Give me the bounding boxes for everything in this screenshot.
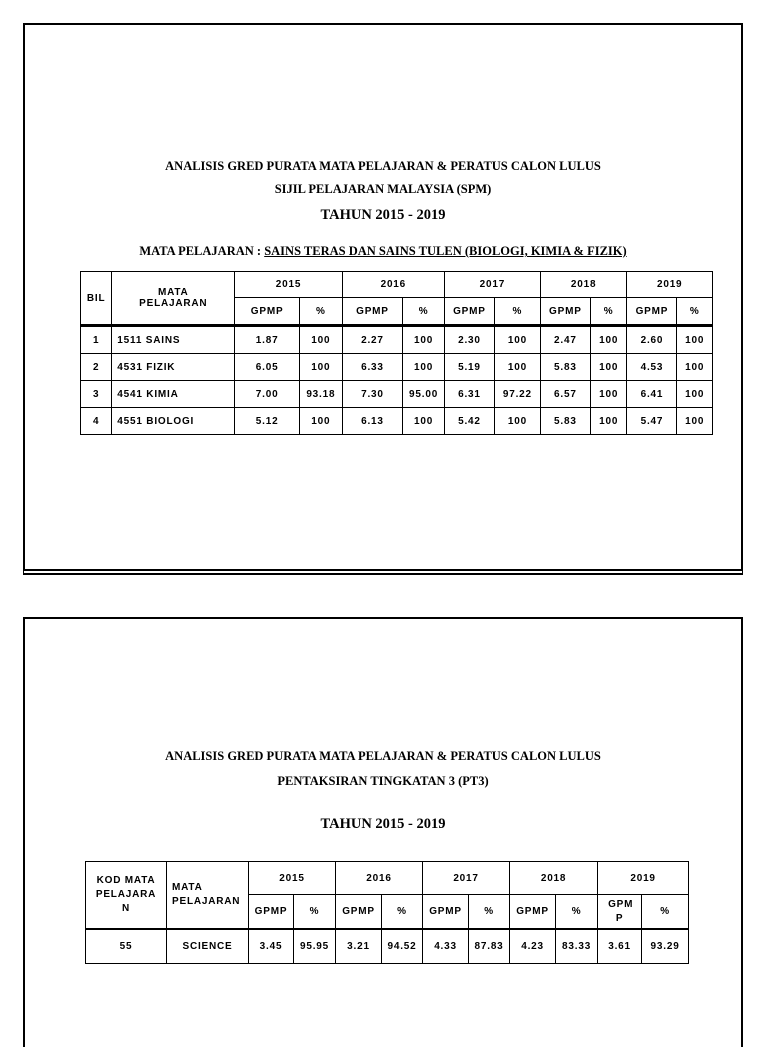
row-subject: 4531 FIZIK xyxy=(112,354,235,381)
pt3-col-pct: % xyxy=(294,895,336,930)
cell-gpmp: 5.42 xyxy=(444,408,494,435)
cell-gpmp: 5.83 xyxy=(540,408,590,435)
spm-col-year: 2018 xyxy=(540,272,627,298)
pt3-col-gpmp: GPMP xyxy=(249,895,294,930)
pt3-col-year: 2015 xyxy=(249,862,336,895)
pt3-col-subject: MATA PELAJARAN xyxy=(167,862,249,930)
cell-gpmp: 4.23 xyxy=(510,929,556,964)
spm-col-pct: % xyxy=(494,298,540,326)
pt3-col-year: 2016 xyxy=(336,862,423,895)
spm-col-year: 2016 xyxy=(342,272,444,298)
row-subject: 4551 BIOLOGI xyxy=(112,408,235,435)
table-row xyxy=(81,381,713,408)
spm-col-gpmp: GPMP xyxy=(342,298,402,326)
cell-pct: 100 xyxy=(590,381,627,408)
cell-pct: 100 xyxy=(403,408,445,435)
cell-gpmp: 2.30 xyxy=(444,326,494,354)
spm-page xyxy=(23,23,743,571)
cell-pct: 95.00 xyxy=(403,381,445,408)
pt3-col-pct: % xyxy=(642,895,689,930)
spm-title-line1: ANALISIS GRED PURATA MATA PELAJARAN & PERATUS CALON LULUS xyxy=(165,159,601,173)
pt3-year-range: TAHUN 2015 - 2019 xyxy=(320,816,446,832)
table-row xyxy=(81,326,713,354)
spm-year-range: TAHUN 2015 - 2019 xyxy=(320,207,446,223)
pt3-page xyxy=(23,617,743,1047)
spm-col-gpmp: GPMP xyxy=(540,298,590,326)
pt3-col-code: KOD MATA PELAJARA N xyxy=(86,862,167,930)
spm-subject-line xyxy=(25,244,741,259)
cell-gpmp: 2.47 xyxy=(540,326,590,354)
pt3-col-year: 2018 xyxy=(510,862,598,895)
cell-pct: 100 xyxy=(677,381,713,408)
cell-pct: 100 xyxy=(299,408,342,435)
row-subject: SCIENCE xyxy=(167,929,249,964)
pt3-col-gpmp: GPMP xyxy=(510,895,556,930)
spm-col-year: 2017 xyxy=(444,272,540,298)
spm-col-gpmp: GPMP xyxy=(235,298,300,326)
cell-gpmp: 7.30 xyxy=(342,381,402,408)
cell-pct: 100 xyxy=(494,354,540,381)
cell-pct: 100 xyxy=(677,354,713,381)
pt3-col-year: 2019 xyxy=(598,862,689,895)
cell-pct: 100 xyxy=(590,354,627,381)
spm-col-gpmp: GPMP xyxy=(444,298,494,326)
cell-pct: 95.95 xyxy=(294,929,336,964)
cell-pct: 100 xyxy=(494,408,540,435)
pt3-col-year: 2017 xyxy=(423,862,510,895)
cell-gpmp: 5.47 xyxy=(627,408,677,435)
cell-gpmp: 3.21 xyxy=(336,929,382,964)
spm-col-year: 2015 xyxy=(235,272,342,298)
spm-title-line2: SIJIL PELAJARAN MALAYSIA (SPM) xyxy=(274,182,492,196)
cell-gpmp: 1.87 xyxy=(235,326,300,354)
pt3-col-gpmp: GPMP xyxy=(336,895,382,930)
cell-gpmp: 2.60 xyxy=(627,326,677,354)
row-subject: 1511 SAINS xyxy=(112,326,235,354)
pt3-results-table xyxy=(85,861,689,964)
spm-col-pct: % xyxy=(677,298,713,326)
cell-pct: 100 xyxy=(403,354,445,381)
pt3-col-gpmp: GPM P xyxy=(598,895,642,930)
cell-gpmp: 2.27 xyxy=(342,326,402,354)
cell-pct: 100 xyxy=(494,326,540,354)
cell-gpmp: 4.53 xyxy=(627,354,677,381)
cell-pct: 100 xyxy=(299,326,342,354)
cell-gpmp: 4.33 xyxy=(423,929,469,964)
cell-pct: 100 xyxy=(590,326,627,354)
cell-pct: 100 xyxy=(677,408,713,435)
row-bil: 3 xyxy=(81,381,112,408)
spm-results-table xyxy=(80,271,713,435)
cell-gpmp: 6.41 xyxy=(627,381,677,408)
cell-gpmp: 5.83 xyxy=(540,354,590,381)
cell-gpmp: 6.57 xyxy=(540,381,590,408)
spm-col-subject: MATA PELAJARAN xyxy=(112,272,235,326)
spm-col-pct: % xyxy=(403,298,445,326)
cell-gpmp: 3.61 xyxy=(598,929,642,964)
cell-pct: 100 xyxy=(299,354,342,381)
cell-gpmp: 6.31 xyxy=(444,381,494,408)
cell-gpmp: 6.33 xyxy=(342,354,402,381)
pt3-col-gpmp: GPMP xyxy=(423,895,469,930)
pt3-title-line2: PENTAKSIRAN TINGKATAN 3 (PT3) xyxy=(277,774,489,788)
row-subject: 4541 KIMIA xyxy=(112,381,235,408)
cell-pct: 87.83 xyxy=(469,929,510,964)
cell-gpmp: 6.05 xyxy=(235,354,300,381)
pt3-header-row-years xyxy=(86,862,689,895)
table-row xyxy=(86,929,689,964)
cell-gpmp: 3.45 xyxy=(249,929,294,964)
cell-pct: 100 xyxy=(403,326,445,354)
spm-col-pct: % xyxy=(590,298,627,326)
row-code: 55 xyxy=(86,929,167,964)
cell-pct: 93.18 xyxy=(299,381,342,408)
cell-pct: 100 xyxy=(677,326,713,354)
cell-gpmp: 6.13 xyxy=(342,408,402,435)
spm-col-year: 2019 xyxy=(627,272,713,298)
row-bil: 2 xyxy=(81,354,112,381)
cell-pct: 93.29 xyxy=(642,929,689,964)
cell-gpmp: 5.19 xyxy=(444,354,494,381)
spm-subject-prefix: MATA PELAJARAN : xyxy=(139,244,265,258)
row-bil: 4 xyxy=(81,408,112,435)
spm-col-bil: BIL xyxy=(81,272,112,326)
table-row xyxy=(81,354,713,381)
spm-subject-value: SAINS TERAS DAN SAINS TULEN (BIOLOGI, KIMIA & FIZIK) xyxy=(264,244,627,258)
cell-gpmp: 7.00 xyxy=(235,381,300,408)
pt3-col-pct: % xyxy=(556,895,598,930)
pt3-col-pct: % xyxy=(469,895,510,930)
cell-pct: 100 xyxy=(590,408,627,435)
spm-header-row-years xyxy=(81,272,713,298)
spm-col-pct: % xyxy=(299,298,342,326)
cell-gpmp: 5.12 xyxy=(235,408,300,435)
cell-pct: 83.33 xyxy=(556,929,598,964)
cell-pct: 94.52 xyxy=(382,929,423,964)
pt3-title-line1: ANALISIS GRED PURATA MATA PELAJARAN & PERATUS CALON LULUS xyxy=(165,749,601,763)
pt3-col-pct: % xyxy=(382,895,423,930)
row-bil: 1 xyxy=(81,326,112,354)
spm-col-gpmp: GPMP xyxy=(627,298,677,326)
cell-pct: 97.22 xyxy=(494,381,540,408)
table-row xyxy=(81,408,713,435)
